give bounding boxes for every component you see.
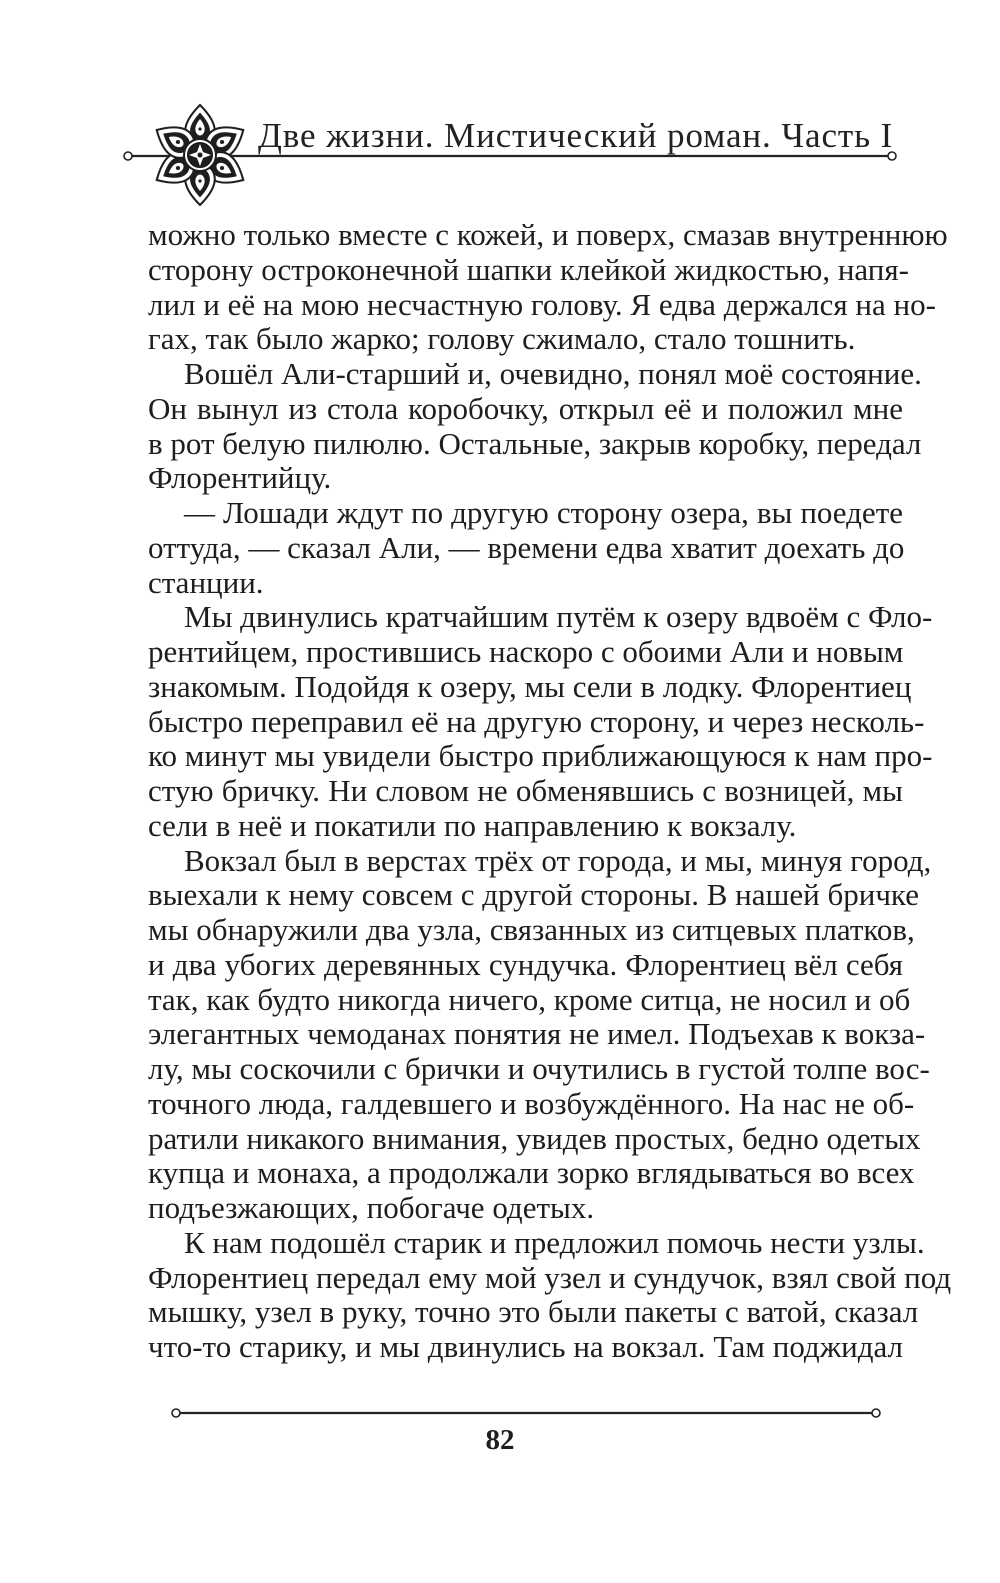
text-line: ратили никакого внимания, увидев простых, бедно одетых xyxy=(148,1120,921,1156)
text-line: станции. xyxy=(148,564,264,600)
text-line: — Лошади ждут по другую сторону озера, вы поедете xyxy=(184,495,903,530)
text-line: подъезжающих, побогаче одетых. xyxy=(148,1190,595,1225)
text-line: знакомым. Подойдя к озеру, мы сели в лодку. Флорентиец xyxy=(148,668,912,704)
text-line: Он вынул из стола коробочку, открыл её и положил мне xyxy=(148,390,903,426)
text-line: купца и монаха, а продолжали зорко вглядываться во всех xyxy=(148,1155,915,1191)
text-line: Флорентиец передал ему мой узел и сундучок, взял свой под xyxy=(148,1259,952,1295)
text-line: что-то старику, и мы двинулись на вокзал. Там поджидал xyxy=(148,1329,903,1364)
text-line: в рот белую пилюлю. Остальные, закрыв коробку, передал xyxy=(148,425,922,461)
text-line: и два убогих деревянных сундучка. Флорентиец вёл себя xyxy=(148,946,903,982)
text-line: мышку, узел в руку, точно это были пакеты с ватой, сказал xyxy=(148,1294,919,1330)
text-line: сторону остроконечной шапки клейкой жидкостью, напя- xyxy=(148,251,909,287)
page-header xyxy=(0,0,1000,200)
text-line: точного люда, галдевшего и возбуждённого. На нас не об- xyxy=(148,1085,915,1121)
text-line: быстро переправил её на другую сторону, и через несколь- xyxy=(148,703,925,739)
text-line: ко минут мы увидели быстро приближающуюся к нам про- xyxy=(148,738,933,774)
text-line: Вошёл Али-старший и, очевидно, понял моё состояние. xyxy=(184,356,922,391)
text-line: стую бричку. Ни словом не обменявшись с возницей, мы xyxy=(148,773,903,808)
body-text xyxy=(148,217,952,1365)
text-line: элегантных чемоданах понятия не имел. Подъехав к вокза- xyxy=(148,1016,926,1052)
text-line: лил и её на мою несчастную голову. Я едва держался на но- xyxy=(148,286,936,322)
footer-rule xyxy=(170,1406,882,1420)
running-title: Две жизни. Мистический роман. Часть I xyxy=(258,116,894,155)
mandala-ornament-icon xyxy=(152,102,248,208)
text-line: Вокзал был в верстах трёх от города, и мы, минуя город, xyxy=(184,842,932,878)
text-line: можно только вместе с кожей, и поверх, смазав внутреннюю xyxy=(148,217,948,252)
text-line: оттуда, — сказал Али, — времени едва хватит доехать до xyxy=(148,529,905,565)
text-line: Флорентийцу. xyxy=(148,460,332,496)
text-line: мы обнаружили два узла, связанных из ситцевых платков, xyxy=(148,912,915,947)
text-line: так, как будто никогда ничего, кроме ситца, не носил и об xyxy=(148,981,911,1017)
text-line: К нам подошёл старик и предложил помочь нести узлы. xyxy=(184,1224,925,1260)
page-number: 82 xyxy=(485,1424,515,1456)
text-line: выехали к нему совсем с другой стороны. В нашей бричке xyxy=(148,877,919,913)
text-line: рентийцем, простившись наскоро с обоими Али и новым xyxy=(148,634,904,669)
text-line: сели в неё и покатили по направлению к вокзалу. xyxy=(148,807,797,843)
text-line: лу, мы соскочили с брички и очутились в густой толпе вос- xyxy=(148,1051,930,1086)
text-line: Мы двинулись кратчайшим путём к озеру вдвоём с Фло- xyxy=(184,599,933,635)
text-line: гах, так было жарко; голову сжимало, стало тошнить. xyxy=(148,321,856,357)
